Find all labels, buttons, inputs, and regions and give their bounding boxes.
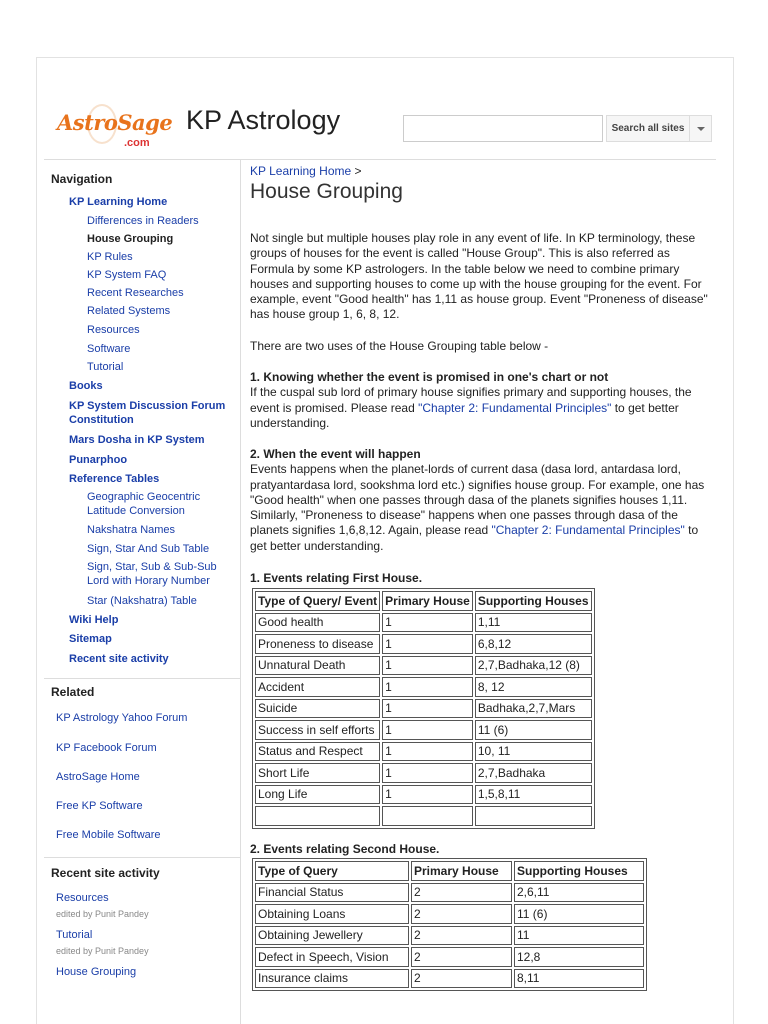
breadcrumb [250, 164, 362, 178]
table-cell: Status and Respect [255, 742, 380, 762]
sidebar-section-divider [44, 857, 240, 858]
table-cell: Obtaining Loans [255, 904, 409, 924]
breadcrumb-kp-learning-home[interactable]: KP Learning Home [250, 164, 352, 178]
table-row [255, 969, 644, 989]
nav-mars-dosha[interactable]: Mars Dosha in KP System [69, 434, 205, 446]
nav-software[interactable]: Software [87, 343, 131, 355]
table-cell: 1 [382, 613, 473, 633]
table-cell: 1 [382, 763, 473, 783]
search-scope-dropdown[interactable] [690, 115, 712, 142]
search-input[interactable] [403, 115, 603, 142]
sidebar-divider [240, 160, 241, 1024]
table-cell: 2,6,11 [514, 883, 644, 903]
table-cell: Unnatural Death [255, 656, 380, 676]
table-row [255, 947, 644, 967]
recent-item-meta: edited by Punit Pandey [56, 946, 149, 956]
table-cell: Suicide [255, 699, 380, 719]
table-cell: 11 (6) [514, 904, 644, 924]
table-cell: 8, 12 [475, 677, 592, 697]
nav-discussion-forum-constitution[interactable]: KP System Discussion Forum Constitution [69, 400, 226, 426]
table-cell: 1,5,8,11 [475, 785, 592, 805]
table-cell: Proneness to disease [255, 634, 380, 654]
table-cell: Financial Status [255, 883, 409, 903]
nav-recent-researches[interactable]: Recent Researches [87, 287, 184, 299]
chapter2-link[interactable]: "Chapter 2: Fundamental Principles" [491, 523, 685, 538]
nav-tutorial[interactable]: Tutorial [87, 361, 124, 373]
table-cell: Short Life [255, 763, 380, 783]
first-house-table [252, 588, 595, 829]
table-row [255, 926, 644, 946]
navigation-heading: Navigation [51, 172, 113, 186]
sidebar-section-divider [44, 678, 240, 679]
table-cell: 1 [382, 677, 473, 697]
related-yahoo-forum-link[interactable]: KP Astrology Yahoo Forum [56, 712, 188, 724]
table-cell: 2 [411, 947, 512, 967]
table-cell: 2 [411, 926, 512, 946]
related-heading: Related [51, 685, 95, 699]
table-cell: 2 [411, 883, 512, 903]
recent-activity-heading: Recent site activity [51, 866, 160, 880]
table-cell: Long Life [255, 785, 380, 805]
search-all-sites-button[interactable]: Search all sites [606, 115, 690, 142]
table-cell: 1 [382, 634, 473, 654]
header-cell: Type of Query/ Event [255, 591, 380, 611]
site-header [52, 98, 717, 158]
logo-suffix: .com [124, 137, 150, 149]
table-cell: Success in self efforts [255, 720, 380, 740]
table-cell [475, 806, 592, 826]
breadcrumb-separator: > [351, 164, 362, 178]
table-cell: Accident [255, 677, 380, 697]
nav-geocentric-latitude-conversion[interactable]: Geographic Geocentric Latitude Conversion [87, 491, 201, 517]
header-cell: Primary House [411, 861, 512, 881]
table-cell: 1 [382, 720, 473, 740]
header-cell: Primary House [382, 591, 473, 611]
table-cell: 8,11 [514, 969, 644, 989]
table-cell: 2,7,Badhaka,12 (8) [475, 656, 592, 676]
astrosage-logo[interactable] [57, 110, 179, 152]
nav-recent-site-activity[interactable]: Recent site activity [69, 653, 169, 665]
use2-tail: to get better understanding. [250, 523, 699, 553]
table1-heading: 1. Events relating First House. [250, 571, 423, 585]
nav-wiki-help[interactable]: Wiki Help [69, 614, 119, 626]
table-row [255, 904, 644, 924]
table-cell: 1 [382, 656, 473, 676]
related-free-mobile-software-link[interactable]: Free Mobile Software [56, 829, 161, 841]
table-cell: 12,8 [514, 947, 644, 967]
table-cell: 6,8,12 [475, 634, 592, 654]
table-cell: 11 (6) [475, 720, 592, 740]
use1-tail: to get better understanding. [250, 400, 679, 430]
table-row [255, 742, 592, 762]
nav-punarphoo[interactable]: Punarphoo [69, 454, 128, 466]
table-cell: Defect in Speech, Vision [255, 947, 409, 967]
table-cell [255, 806, 380, 826]
table-cell: 2 [411, 969, 512, 989]
nav-reference-tables[interactable]: Reference Tables [69, 473, 160, 485]
table-cell: 1 [382, 742, 473, 762]
header-divider [44, 159, 716, 160]
recent-item-link[interactable]: Resources [56, 892, 109, 904]
header-cell: Supporting Houses [514, 861, 644, 881]
nav-nakshatra-names[interactable]: Nakshatra Names [87, 524, 176, 536]
table-cell: Good health [255, 613, 380, 633]
nav-kp-learning-home[interactable]: KP Learning Home [69, 196, 168, 208]
logo-text: AstroSage [57, 110, 173, 135]
table-cell: Insurance claims [255, 969, 409, 989]
table-cell: 1 [382, 785, 473, 805]
related-free-kp-software-link[interactable]: Free KP Software [56, 800, 143, 812]
use2-section [250, 447, 712, 554]
table-cell: Obtaining Jewellery [255, 926, 409, 946]
table-row [255, 699, 592, 719]
nav-sign-star-sub-sub-lord[interactable]: Sign, Star, Sub & Sub-Sub Lord with Horary Number [87, 561, 217, 587]
nav-related-systems[interactable]: Related Systems [87, 305, 171, 317]
table-cell: Badhaka,2,7,Mars [475, 699, 592, 719]
uses-intro: There are two uses of the House Grouping table below - [250, 339, 549, 353]
table-row [255, 677, 592, 697]
header-cell: Type of Query [255, 861, 409, 881]
use1-section [250, 370, 712, 431]
table-cell: 2,7,Badhaka [475, 763, 592, 783]
nav-star-nakshatra-table[interactable]: Star (Nakshatra) Table [87, 595, 197, 607]
nav-resources[interactable]: Resources [87, 324, 140, 336]
table-row [255, 634, 592, 654]
use1-text: If the cuspal sub lord of primary house signifies primary and supporting houses, the event is promised. Please read [250, 385, 692, 415]
related-astrosage-home-link[interactable]: AstroSage Home [56, 771, 140, 783]
second-house-table [252, 858, 647, 991]
site-title[interactable]: KP Astrology [186, 105, 341, 135]
table-cell: 2 [411, 904, 512, 924]
table-row [255, 656, 592, 676]
table-row [255, 806, 592, 826]
table-row [255, 720, 592, 740]
table-row [255, 763, 592, 783]
recent-item-link[interactable]: House Grouping [56, 966, 137, 978]
table-cell: 1 [382, 699, 473, 719]
table2-heading: 2. Events relating Second House. [250, 842, 440, 856]
chapter2-link[interactable]: "Chapter 2: Fundamental Principles" [418, 400, 612, 415]
table-cell: 11 [514, 926, 644, 946]
table-row [255, 883, 644, 903]
table-row [255, 785, 592, 805]
use1-heading: 1. Knowing whether the event is promised in one's chart or not [250, 370, 609, 384]
table-header-row [255, 591, 592, 611]
recent-item-meta: edited by Punit Pandey [56, 909, 149, 919]
nav-kp-rules[interactable]: KP Rules [87, 251, 133, 263]
related-facebook-forum-link[interactable]: KP Facebook Forum [56, 742, 157, 754]
table-cell [382, 806, 473, 826]
nav-books[interactable]: Books [69, 380, 103, 392]
nav-sitemap[interactable]: Sitemap [69, 633, 112, 645]
page-title: House Grouping [250, 180, 403, 203]
table-header-row [255, 861, 644, 881]
nav-house-grouping[interactable]: House Grouping [87, 233, 174, 245]
use2-text: Events happens when the planet-lords of current dasa (dasa lord, antardasa lord, pratyantardasa lord, sookshma lord etc.) signifies house group. For example, one has "Good health" when one passes through dasa of the planets signifies houses 1,11. Similarly, "Proneness to disease" happens when one passes through dasa of the planets signifies 1,6,8,12. Again, please read [250, 462, 705, 538]
table-cell: 10, 11 [475, 742, 592, 762]
nav-sign-star-sub-table[interactable]: Sign, Star And Sub Table [87, 543, 210, 555]
table-cell: 1,11 [475, 613, 592, 633]
recent-item-link[interactable]: Tutorial [56, 929, 93, 941]
header-cell: Supporting Houses [475, 591, 592, 611]
intro-paragraph: Not single but multiple houses play role in any event of life. In KP terminology, these groups of houses for the event is called "House Group". This is also referred as Formula by some KP astrologers. In the table below we need to combine primary houses and supporting houses to come up with the house grouping for the event. For example, event "Good health" has 1,11 as house group. Event "Proneness of disease" has house group 1, 6, 8, 12. [250, 231, 708, 322]
use2-heading: 2. When the event will happen [250, 447, 421, 461]
table-row [255, 613, 592, 633]
nav-kp-system-faq[interactable]: KP System FAQ [87, 269, 167, 281]
nav-differences-in-readers[interactable]: Differences in Readers [87, 215, 199, 227]
